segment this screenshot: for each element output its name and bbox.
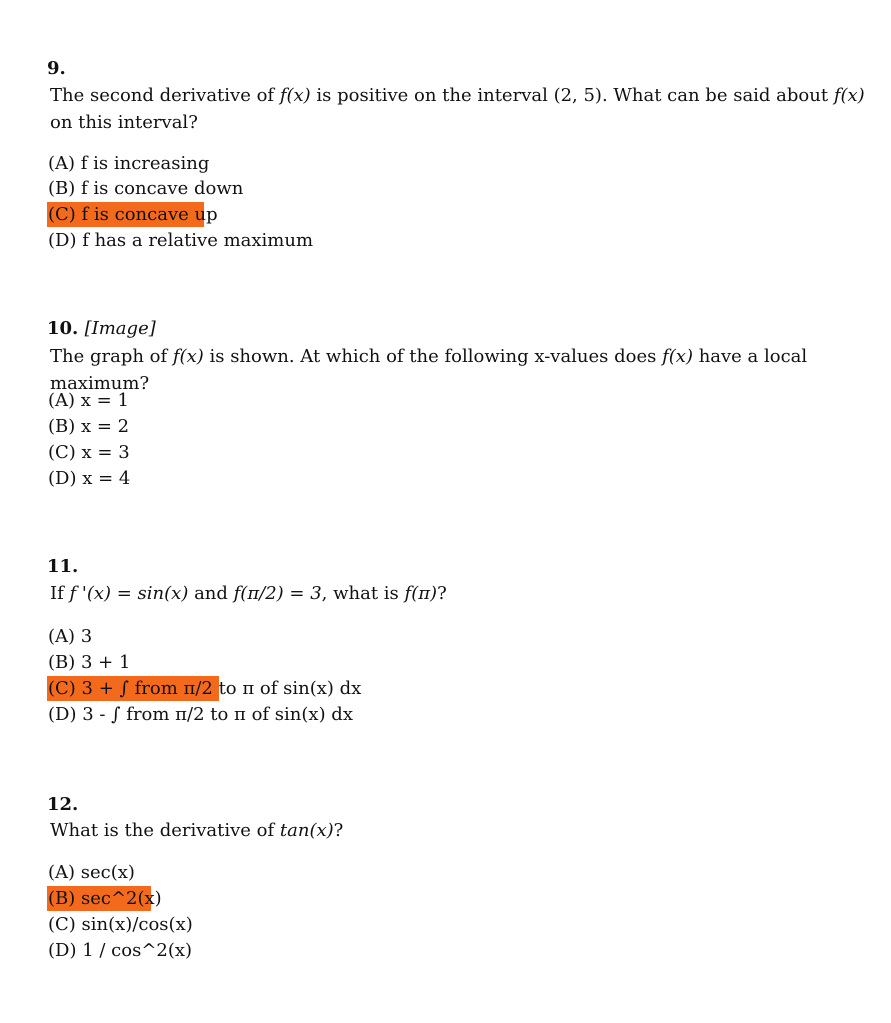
option-d[interactable]: (D) 1 / cos^2(x): [48, 940, 193, 961]
option-a[interactable]: (A) sec(x): [48, 862, 135, 883]
option-b[interactable]: (B) f is concave down: [48, 178, 244, 199]
option-d[interactable]: (D) 3 - ∫ from π/2 to π of sin(x) dx: [48, 704, 353, 725]
question-number: 12.: [47, 794, 79, 815]
image-placeholder-label: [Image]: [84, 318, 156, 339]
option-a[interactable]: (A) f is increasing: [48, 153, 210, 174]
option-c[interactable]: (C) f is concave up: [48, 204, 218, 225]
option-c[interactable]: (C) x = 3: [48, 442, 130, 463]
question-number: 11.: [47, 556, 79, 577]
option-d[interactable]: (D) f has a relative maximum: [48, 230, 314, 251]
question-number: 9.: [47, 58, 66, 79]
option-b[interactable]: (B) 3 + 1: [48, 652, 131, 673]
option-a[interactable]: (A) x = 1: [48, 390, 129, 411]
option-a[interactable]: (A) 3: [48, 626, 93, 647]
option-d[interactable]: (D) x = 4: [48, 468, 131, 489]
option-b[interactable]: (B) x = 2: [48, 416, 130, 437]
option-b[interactable]: (B) sec^2(x): [48, 888, 162, 909]
option-c[interactable]: (C) sin(x)/cos(x): [48, 914, 193, 935]
question-stem: The second derivative of f(x) is positive on the interval (2, 5). What can be said about f(x) on this interval?: [50, 85, 865, 133]
question-stem: If f '(x) = sin(x) and f(π/2) = 3, what is f(π)?: [50, 583, 447, 604]
question-number: 10. [Image]: [47, 318, 156, 339]
question-stem: What is the derivative of tan(x)?: [50, 820, 344, 841]
option-c[interactable]: (C) 3 + ∫ from π/2 to π of sin(x) dx: [48, 678, 362, 699]
question-stem: The graph of f(x) is shown. At which of the following x-values does f(x) have a local maximum?: [50, 346, 808, 394]
